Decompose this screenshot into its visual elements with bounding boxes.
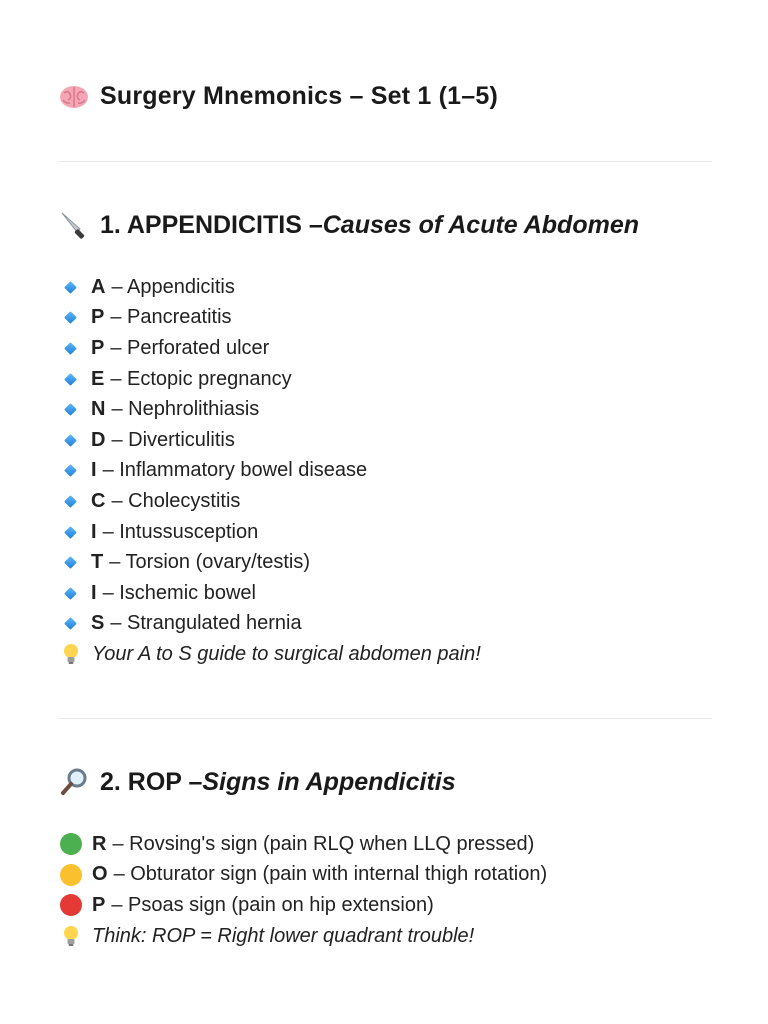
page-title-text: Surgery Mnemonics – Set 1 (1–5) (100, 81, 499, 110)
list-item (60, 890, 547, 921)
magnifier-icon (58, 766, 90, 798)
mnemonic-text: – Obturator sign (pain with internal thigh rotation) (113, 863, 548, 886)
mnemonic-letter: I (91, 581, 97, 604)
mnemonic-text: – Psoas sign (pain on hip extension) (111, 893, 434, 916)
mnemonic-letter: N (91, 398, 106, 421)
mnemonic-text: – Rovsing's sign (pain RLQ when LLQ pressed) (112, 832, 535, 855)
blue-diamond-icon (64, 373, 77, 386)
divider (58, 161, 712, 162)
mnemonic-letter: A (91, 275, 106, 298)
list-item (60, 829, 547, 860)
mnemonic-letter: T (91, 551, 104, 574)
knife-icon (58, 209, 90, 241)
blue-diamond-icon (64, 312, 77, 325)
red-circle-icon (60, 894, 82, 916)
section-1-heading (58, 209, 639, 241)
blue-diamond-icon (64, 617, 77, 630)
tip-line (60, 639, 481, 670)
section-2-heading-main: 2. ROP – (100, 767, 203, 796)
section-2-heading (58, 766, 456, 798)
section-2-heading-subtitle: Signs in Appendicitis (202, 767, 456, 796)
green-circle-icon (60, 833, 82, 855)
blue-diamond-icon (64, 495, 77, 508)
section-1-heading-subtitle: Causes of Acute Abdomen (322, 210, 639, 239)
mnemonic-letter: C (91, 489, 106, 512)
list-item (60, 272, 481, 303)
mnemonic-text: – Intussusception (102, 520, 259, 543)
mnemonic-text: – Ischemic bowel (102, 581, 256, 604)
divider (58, 718, 712, 719)
mnemonic-letter: S (91, 612, 105, 635)
mnemonic-text: – Diverticulitis (111, 428, 235, 451)
mnemonic-text: – Pancreatitis (110, 306, 232, 329)
mnemonic-letter: I (91, 459, 97, 482)
list-item (60, 394, 481, 425)
blue-diamond-icon (64, 281, 77, 294)
list-item (60, 547, 481, 578)
mnemonic-text: – Perforated ulcer (110, 336, 270, 359)
tip-text: Think: ROP = Right lower quadrant trouble! (92, 924, 475, 947)
blue-diamond-icon (64, 587, 77, 600)
mnemonic-letter: P (91, 336, 105, 359)
list-item (60, 425, 481, 456)
list-item (60, 486, 481, 517)
tip-text: Your A to S guide to surgical abdomen pain! (92, 642, 481, 665)
blue-diamond-icon (64, 556, 77, 569)
mnemonic-text: – Nephrolithiasis (111, 398, 260, 421)
mnemonic-text: – Strangulated hernia (110, 612, 302, 635)
lightbulb-icon (60, 924, 82, 948)
mnemonic-text: – Torsion (ovary/testis) (109, 551, 311, 574)
yellow-circle-icon (60, 864, 82, 886)
blue-diamond-icon (64, 526, 77, 539)
mnemonic-text: – Ectopic pregnancy (110, 367, 292, 390)
blue-diamond-icon (64, 403, 77, 416)
mnemonic-text: – Inflammatory bowel disease (102, 459, 368, 482)
mnemonic-letter: O (92, 863, 108, 886)
mnemonic-text: – Appendicitis (111, 275, 235, 298)
list-item (60, 456, 481, 487)
blue-diamond-icon (64, 342, 77, 355)
list-item (60, 303, 481, 334)
tip-line (60, 921, 547, 952)
brain-icon (58, 80, 90, 112)
mnemonic-text: – Cholecystitis (111, 489, 241, 512)
lightbulb-icon (60, 642, 82, 666)
list-item (60, 578, 481, 609)
list-item (60, 517, 481, 548)
section-1-heading-main: 1. APPENDICITIS – (100, 210, 323, 239)
list-item (60, 364, 481, 395)
section-2-list (60, 829, 547, 951)
blue-diamond-icon (64, 464, 77, 477)
list-item (60, 333, 481, 364)
mnemonic-letter: P (91, 306, 105, 329)
list-item (60, 609, 481, 640)
mnemonic-letter: P (92, 893, 106, 916)
mnemonic-letter: I (91, 520, 97, 543)
blue-diamond-icon (64, 434, 77, 447)
page-title (58, 80, 498, 112)
list-item (60, 860, 547, 891)
mnemonic-letter: E (91, 367, 105, 390)
mnemonic-letter: D (91, 428, 106, 451)
section-1-list (60, 272, 481, 670)
mnemonic-letter: R (92, 832, 107, 855)
